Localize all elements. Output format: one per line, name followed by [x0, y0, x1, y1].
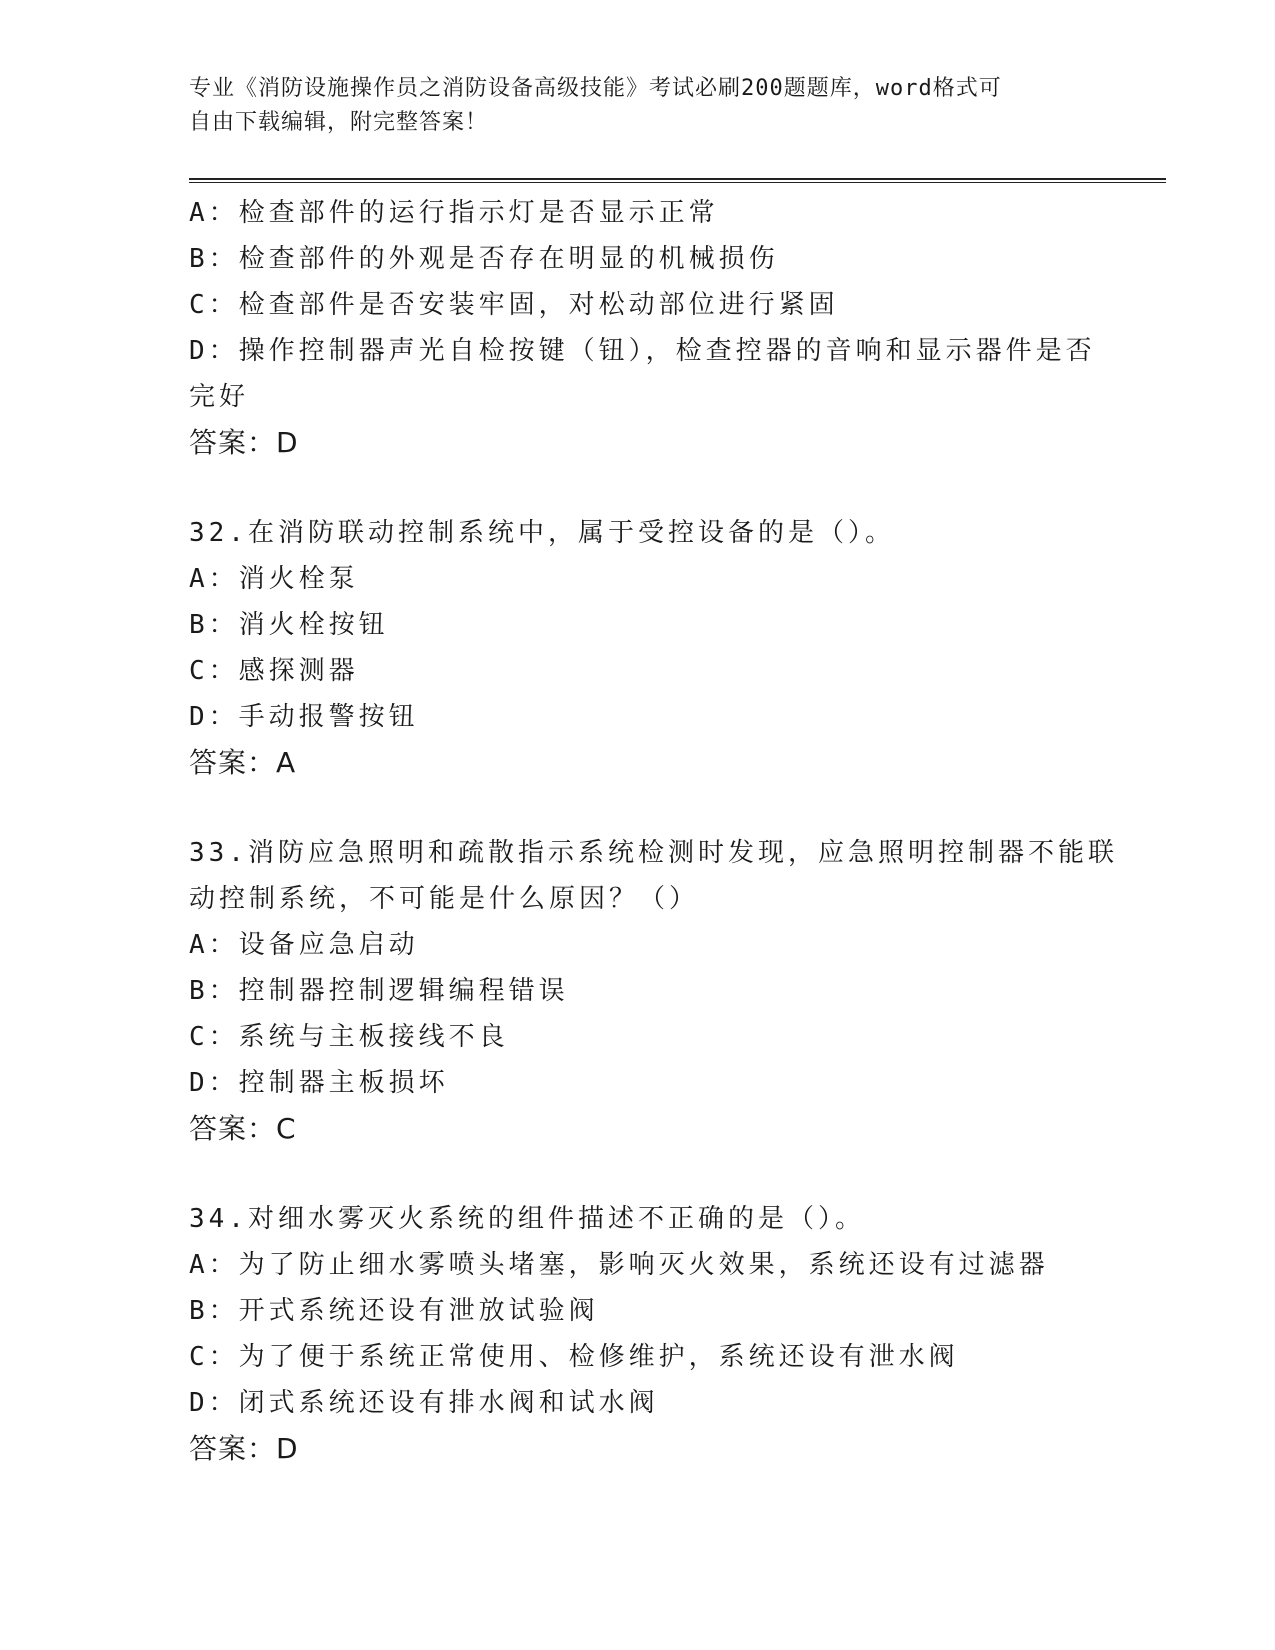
option-c: C：为了便于系统正常使用、检修维护，系统还设有泄水阀: [189, 1342, 959, 1372]
option-a: A：为了防止细水雾喷头堵塞，影响灭火效果，系统还设有过滤器: [189, 1250, 1049, 1280]
spacer: [189, 786, 1089, 830]
option-c: C：系统与主板接线不良: [189, 1022, 509, 1052]
option-d: D：闭式系统还设有排水阀和试水阀: [189, 1388, 659, 1418]
option-b: B：检查部件的外观是否存在明显的机械损伤: [189, 244, 779, 274]
option-a: A：设备应急启动: [189, 930, 419, 960]
document-header: [189, 72, 1069, 140]
option-b: B：开式系统还设有泄放试验阀: [189, 1296, 599, 1326]
option-a: A：检查部件的运行指示灯是否显示正常: [189, 198, 719, 228]
option-c: C：感探测器: [189, 656, 359, 686]
header-line-1: 专业《消防设施操作员之消防设备高级技能》考试必刷200题题库，word格式可: [189, 76, 1002, 101]
option-b: B：控制器控制逻辑编程错误: [189, 976, 569, 1006]
answer-text: 答案：C: [189, 1112, 297, 1145]
question-text: 33.消防应急照明和疏散指示系统检测时发现，应急照明控制器不能联: [189, 838, 1118, 868]
header-line-2: 自由下载编辑，附完整答案！: [189, 110, 489, 135]
option-a: A：消火栓泵: [189, 564, 359, 594]
question-block: [189, 510, 1089, 786]
spacer: [189, 466, 1089, 510]
answer-text: 答案：D: [189, 426, 299, 459]
option-d: D：手动报警按钮: [189, 702, 419, 732]
option-d: D：控制器主板损坏: [189, 1068, 449, 1098]
spacer: [189, 1152, 1089, 1196]
option-d: D：操作控制器声光自检按键（钮），检查控器的音响和显示器件是否: [189, 336, 1096, 366]
answer-text: 答案：D: [189, 1432, 299, 1465]
question-text: 34.对细水雾灭火系统的组件描述不正确的是（）。: [189, 1204, 865, 1234]
question-block: [189, 190, 1096, 466]
option-c: C：检查部件是否安装牢固，对松动部位进行紧固: [189, 290, 839, 320]
answer-text: 答案：A: [189, 746, 297, 779]
question-list: [189, 190, 1118, 1472]
question-text-continued: 动控制系统，不可能是什么原因？（）: [189, 884, 700, 914]
question-block: [189, 830, 1118, 1152]
question-text: 32.在消防联动控制系统中，属于受控设备的是（）。: [189, 518, 895, 548]
header-divider: [189, 178, 1166, 183]
option-d-continued: 完好: [189, 382, 250, 412]
question-block: [189, 1196, 1089, 1472]
option-b: B：消火栓按钮: [189, 610, 389, 640]
